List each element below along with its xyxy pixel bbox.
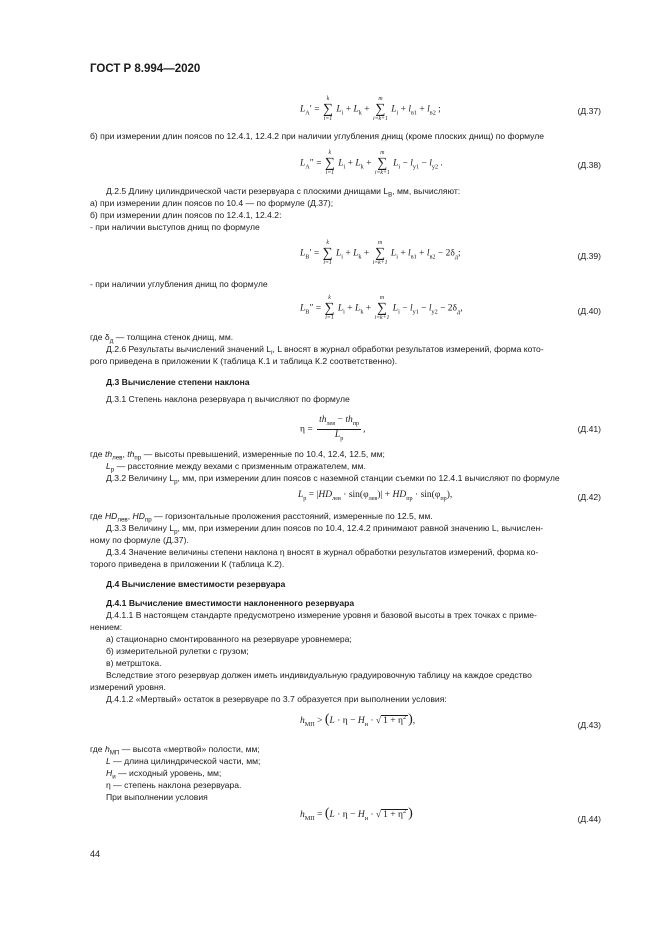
- formula-d37: $L_A'$ = k ∑ i=1 $L_i + L_k$ + m ∑ i=k+1 $L_i + l_{в1} + l_{в2}$ ;: [300, 96, 441, 122]
- paragraph-line: L — длина цилиндрической части, мм;: [106, 756, 261, 766]
- formula-d41: η = $\frac{th_{лев} - th_{пр}}{L_р}$ ,: [300, 415, 366, 442]
- paragraph-line: Д.2.6 Результаты вычислений значений $L_i$, L вносят в журнал обработки результатов измерений, форма кото-: [106, 344, 544, 357]
- formula-d42: $L_р = |HD_{лев} \cdot \sin(\varphi_{лев})| + HD_{пр} \cdot \sin(\varphi_{пр})$,: [298, 490, 453, 502]
- list-item: а) стационарно смонтированного на резервуаре уровнемера;: [106, 634, 352, 644]
- paragraph-line: рого приведена в приложении К (таблица К.1 и таблица К.2 соответственно).: [90, 356, 398, 366]
- paragraph-line: нением:: [90, 622, 123, 632]
- paragraph-line: где $h_{МП}$ — высота «мертвой» полости, мм;: [90, 744, 260, 757]
- paragraph-line: - при наличии выступов днищ по формуле: [90, 222, 260, 232]
- paragraph-line: При выполнении условия: [106, 792, 208, 802]
- equation-number: (Д.43): [577, 720, 601, 730]
- formula-d38: $L_A''$ = k ∑ i=1 $L_i + L_k$ + m ∑ i=k+1 $L_i - l_{у1} - l_{у2}$ .: [300, 150, 443, 176]
- paragraph-line: Д.3.3 Величину $L_р$, мм, при измерении длин поясов по 10.4, 12.4.2 принимают равной значению L, вычислен-: [106, 523, 544, 536]
- section-heading: Д.3 Вычисление степени наклона: [106, 377, 250, 387]
- formula-d43: $h_{МП} > (L \cdot \eta - H_и$ · √ $1 + \eta^2$ ),: [300, 712, 416, 728]
- paragraph-line: измерений уровня.: [90, 682, 166, 692]
- page-number: 44: [90, 849, 101, 859]
- equation-number: (Д.37): [577, 106, 601, 116]
- paragraph-line: $L_р$ — расстояние между вехами с призменным отражателем, мм.: [106, 461, 366, 474]
- section-heading: Д.4.1 Вычисление вместимости наклоненного резервуара: [106, 598, 355, 608]
- formula-d44: $h_{МП} = (L \cdot \eta - H_и$ · √ $1 + \eta^2$ ): [300, 806, 413, 822]
- equation-number: (Д.44): [577, 814, 601, 824]
- equation-number: (Д.42): [577, 492, 601, 502]
- paragraph-line: η — степень наклона резервуара.: [106, 780, 242, 790]
- equation-number: (Д.40): [577, 306, 601, 316]
- paragraph-line: $H_и$ — исходный уровень, мм;: [106, 768, 222, 781]
- paragraph-line: Вследствие этого резервуар должен иметь индивидуальную градуировочную таблицу на каждое средство: [106, 670, 532, 680]
- paragraph-line: - при наличии углубления днищ по формуле: [90, 279, 268, 289]
- paragraph-line: Д.2.5 Длину цилиндрической части резервуара с плоскими днищами $L_B$, мм, вычисляют:: [106, 186, 461, 199]
- paragraph-line: б) при измерении длин поясов по 12.4.1, 12.4.2 при наличии углубления днищ (кроме плоских днищ) по формуле: [90, 131, 545, 141]
- equation-number: (Д.39): [577, 251, 601, 261]
- list-item: в) метрштока.: [106, 658, 162, 668]
- paragraph-line: Д.3.1 Степень наклона резервуара η вычисляют по формуле: [106, 394, 350, 404]
- formula-d40: $L_B''$ = k ∑ i=1 $L_i + L_k$ + m ∑ i=k+1 $L_i - l_{у1} - l_{у2} - 2\delta_д$,: [300, 295, 463, 321]
- paragraph-line: ному по формуле (Д.37).: [90, 535, 189, 545]
- paragraph-line: где $\delta_д$ — толщина стенок днищ, мм.: [90, 332, 234, 345]
- list-item: б) измерительной рулетки с грузом;: [106, 646, 249, 656]
- formula-d39: $L_B'$ = k ∑ i=1 $L_i + L_k$ + m ∑ i=k+1 $L_i + l_{в1} + l_{в2} - 2\delta_д$;: [300, 240, 461, 266]
- paragraph-line: Д.3.4 Значение величины степени наклона η вносят в журнал обработки результатов измерений, форма ко-: [106, 547, 539, 557]
- paragraph-line: торого приведена в приложении К (таблица К.2).: [90, 559, 285, 569]
- equation-number: (Д.41): [577, 424, 601, 434]
- paragraph-line: б) при измерении длин поясов по 12.4.1, 12.4.2:: [90, 210, 282, 220]
- equation-number: (Д.38): [577, 160, 601, 170]
- paragraph-line: а) при измерении длин поясов по 10.4 — по формуле (Д.37);: [90, 198, 334, 208]
- paragraph-line: Д.4.1.1 В настоящем стандарте предусмотрено измерение уровня и базовой высоты в трех точках с приме-: [106, 610, 537, 620]
- paragraph-line: Д.3.2 Величину $L_р$, мм, при измерении длин поясов с наземной станции съемки по 12.4.1 вычисляют по формуле: [106, 473, 560, 486]
- paragraph-line: где $HD_{лев}$, $HD_{пр}$ — горизонтальные проложения расстояний, измеренные по 12.5, мм.: [90, 511, 433, 524]
- section-heading: Д.4 Вычисление вместимости резервуара: [106, 579, 286, 589]
- paragraph-line: где $th_{лев}$, $th_{пр}$ — высоты превышений, измеренные по 10.4, 12.4, 12.5, мм;: [90, 449, 385, 462]
- document-header: ГОСТ Р 8.994—2020: [90, 63, 201, 75]
- paragraph-line: Д.4.1.2 «Мертвый» остаток в резервуаре по 3.7 образуется при выполнении условия:: [106, 694, 447, 704]
